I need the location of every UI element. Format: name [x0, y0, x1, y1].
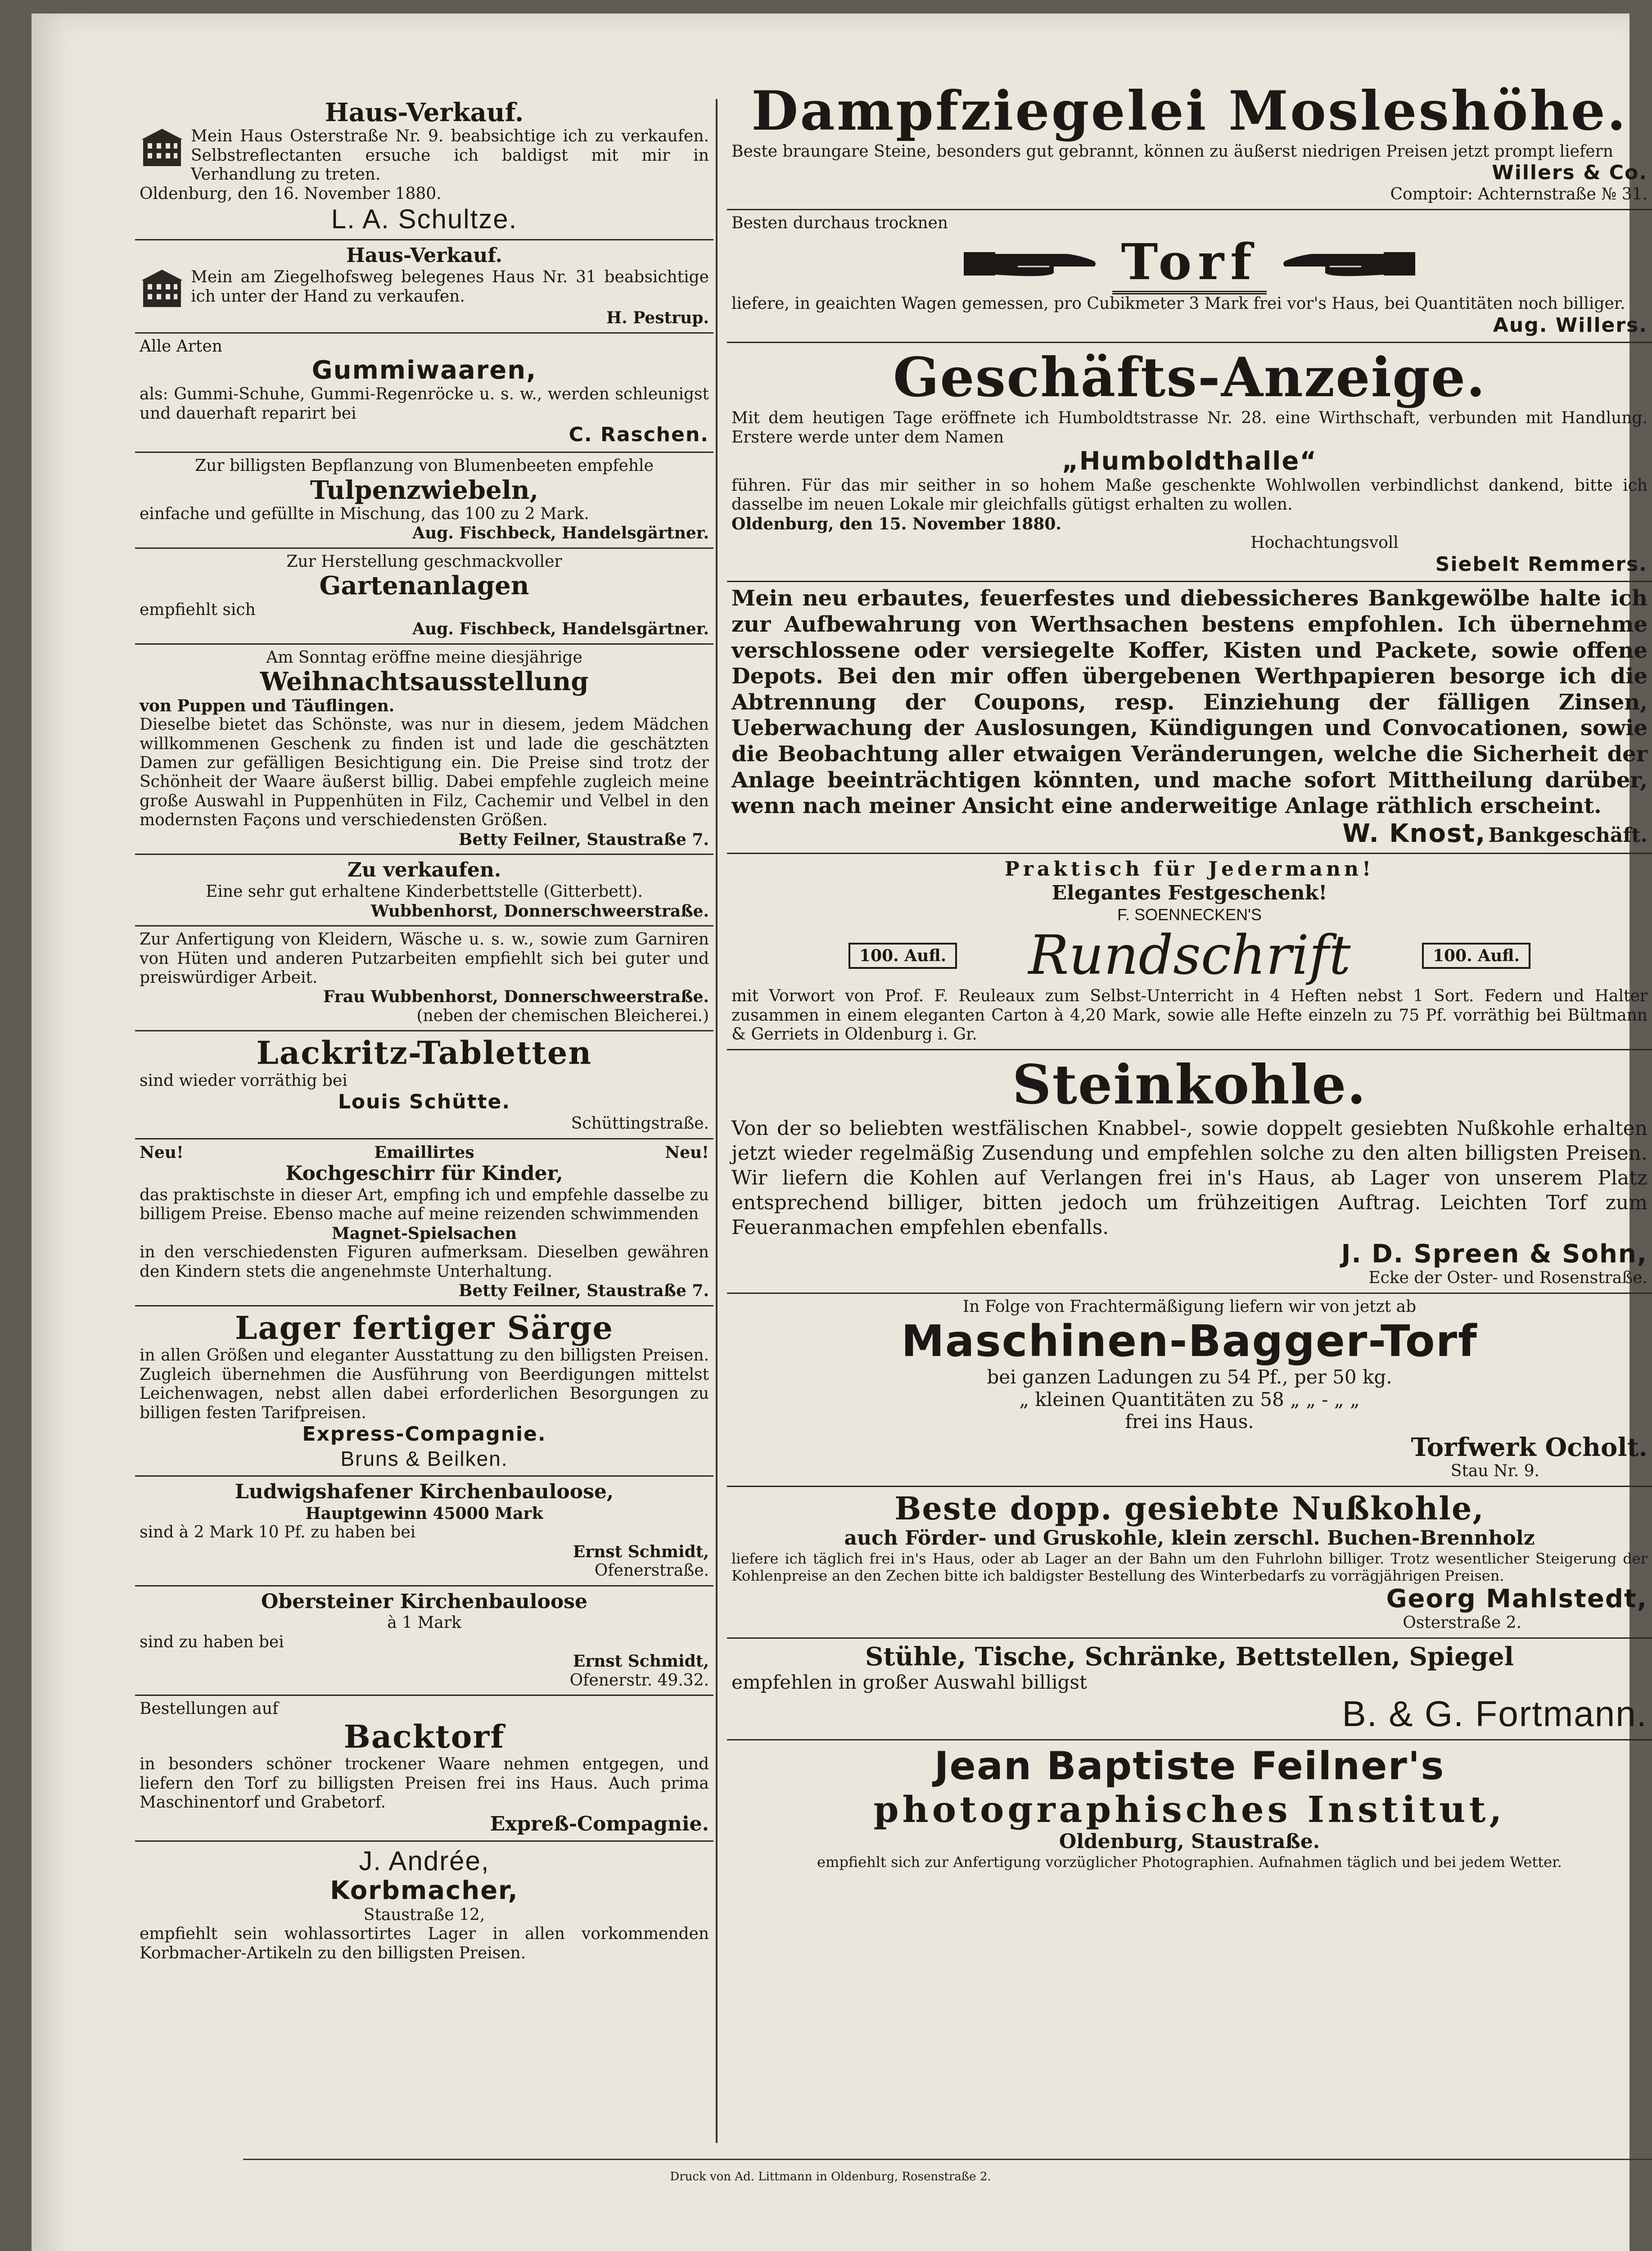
ad-place: Oldenburg, Staustraße. [1059, 1830, 1320, 1853]
ad-dampfziegelei [727, 77, 1652, 210]
ad-intro: Zur Herstellung geschmackvoller [286, 552, 562, 571]
pointing-hand-left-icon [1280, 246, 1415, 282]
ad-bankgewoelbe [727, 582, 1652, 854]
ad-backtorf [135, 1696, 713, 1842]
ad-gummiwaaren [135, 334, 713, 453]
ad-name: Aug. Fischbeck, Handelsgärtner. [412, 524, 709, 543]
ad-text: Beste braungare Steine, besonders gut gebrannt, können zu äußerst niedrigen Preisen jetzt prompt liefern [731, 142, 1613, 161]
ad-name: L. A. Schultze. [331, 204, 518, 235]
ad-line-1: Praktisch für Jedermann! [1004, 858, 1375, 881]
ad-sub: auch Förder- und Gruskohle, klein zerschl. Buchen-Brennholz [844, 1527, 1535, 1550]
ad-kleider [135, 927, 713, 1031]
ad-bagger-torf [727, 1294, 1652, 1487]
neu-label-left: Neu! [140, 1143, 184, 1162]
ad-name: Betty Feilner, Staustraße 7. [458, 830, 709, 849]
ad-greeting: Hochachtungsvoll [1250, 533, 1399, 552]
ad-title: Weihnachtsausstellung [260, 667, 589, 697]
ad-name: Louis Schütte. [338, 1090, 511, 1114]
ad-tulpenzwiebeln [135, 453, 713, 549]
ad-kochgeschirr [135, 1139, 713, 1306]
ad-text: empfiehlt sein wohlassortirtes Lager in allen vorkommenden Korbmacher-Artikeln zu den billigsten Preisen. [140, 1925, 709, 1962]
ad-text: in allen Größen und eleganter Ausstattung zu den billigsten Preisen. Zugleich übernehmen die Ausführung von Beerdigungen mittelst Leichenwagen, nebst allen dabei erforderlichen Besorgungen zu billigen festen Tarifpreisen. [140, 1346, 709, 1422]
ad-street: Ecke der Oster- und Rosenstraße. [1368, 1269, 1647, 1288]
ad-text: empfiehlt sich zur Anfertigung vorzüglicher Photographien. Aufnahmen täglich und bei jedem Wetter. [817, 1853, 1562, 1871]
edition-box-left: 100. Aufl. [849, 943, 957, 969]
ad-weihnachtsausstellung [135, 645, 713, 855]
ad-name: B. & G. Fortmann. [1342, 1694, 1647, 1734]
ad-street: Ofenerstr. 49.32. [569, 1671, 709, 1690]
ad-name: J. D. Spreen & Sohn, [1341, 1239, 1647, 1269]
ad-text: Zur Anfertigung von Kleidern, Wäsche u. s. w., sowie zum Garniren von Hüten und anderen Putzarbeiten empfiehlt sich bei guter und preiswürdiger Arbeit. [140, 930, 709, 987]
ad-zu-verkaufen [135, 855, 713, 927]
ad-title: Zu verkaufen. [347, 859, 501, 882]
ad-note: (neben der chemischen Bleicherei.) [416, 1006, 709, 1025]
ad-title: Geschäfts-Anzeige. [893, 346, 1486, 410]
pointing-hand-right-icon [964, 246, 1099, 282]
ad-title: Steinkohle. [1012, 1053, 1367, 1116]
ad-title: Obersteiner Kirchenbauloose [261, 1590, 587, 1613]
ad-name: Express-Compagnie. [302, 1423, 546, 1446]
ad-text-2: führen. Für das mir seither in so hohem Maße geschenkte Wohlwollen verbindlichst dankend, bitte ich dasselbe im neuen Lokale mir gleichfalls gütigst erhalten zu wollen. [731, 476, 1647, 514]
ad-hall-name: „Humboldthalle“ [1061, 447, 1318, 476]
ad-name: Ernst Schmidt, [573, 1542, 709, 1561]
ad-name-2: Bruns & Beilken. [340, 1446, 508, 1470]
column-divider [716, 99, 718, 2143]
ad-gartenanlagen [135, 549, 713, 645]
ad-street: Stau Nr. 9. [1450, 1462, 1539, 1481]
ad-text-2: in den verschiedensten Figuren aufmerksam. Dieselben gewähren den Kindern stets die angenehmste Unterhaltung. [140, 1243, 709, 1281]
ad-name: Willers & Co. [1492, 161, 1647, 185]
ad-sub: Hauptgewinn 45000 Mark [305, 1504, 543, 1523]
ad-street: Staustraße 12, [363, 1905, 485, 1924]
ad-name: W. Knost, [1342, 818, 1486, 848]
ad-line-1: bei ganzen Ladungen zu 54 Pf., per 50 kg. [987, 1366, 1392, 1388]
ad-text: empfehlen in großer Auswahl billigst [731, 1671, 1087, 1693]
ad-text: liefere, in geaichten Wagen gemessen, pro Cubikmeter 3 Mark frei vor's Haus, bei Quantitäten noch billiger. [731, 294, 1625, 313]
emaill-label: Emaillirtes [374, 1143, 474, 1162]
ad-line-2: Elegantes Festgeschenk! [1052, 881, 1327, 904]
ad-intro: Am Sonntag eröffne meine diesjährige [266, 648, 582, 667]
ad-name: Jean Baptiste Feilner's [934, 1744, 1445, 1789]
ad-title: Backtorf [343, 1718, 505, 1755]
ad-intro: In Folge von Frachtermäßigung liefern wir von jetzt ab [962, 1297, 1417, 1316]
ad-text: sind à 2 Mark 10 Pf. zu haben bei [140, 1523, 416, 1542]
ad-title: Haus-Verkauf. [346, 244, 502, 267]
ad-name: Aug. Willers. [1493, 313, 1647, 337]
ad-title: Torf [1112, 233, 1267, 294]
ad-photographie [727, 1740, 1652, 1875]
ad-title: Korbmacher, [330, 1876, 519, 1906]
ad-name: C. Raschen. [569, 423, 709, 447]
ad-title: Gartenanlagen [319, 571, 529, 601]
ad-street: Osterstraße 2. [1403, 1614, 1521, 1632]
ad-subtitle: von Puppen und Täuflingen. [140, 696, 395, 715]
printer-imprint: Druck von Ad. Littmann in Oldenburg, Rosenstraße 2. [670, 2170, 991, 2183]
ad-text: Mein am Ziegelhofsweg belegenes Haus Nr. 31 beabsichtige ich unter der Hand zu verkaufen. [191, 268, 709, 306]
ad-title: Dampfziegelei Mosleshöhe. [751, 79, 1628, 143]
ad-text: liefere ich täglich frei in's Haus, oder ab Lager an der Bahn um den Fuhrlohn billiger. Trotz wesentlicher Steigerung der Kohlenpreise an den Zechen bitte ich baldigster Bestellung des Winterbedarfs zu vorrägjährigen Preisen. [731, 1550, 1647, 1584]
ad-text: sind wieder vorräthig bei [140, 1071, 348, 1090]
ad-title: Lackritz-Tabletten [256, 1034, 592, 1072]
ad-text: in besonders schöner trockener Waare nehmen entgegen, und liefern den Torf zu billigsten Preisen frei ins Haus. Auch prima Maschinentorf und Grabetorf. [140, 1755, 709, 1812]
ad-haus-verkauf-2 [135, 240, 713, 333]
ad-title: Lager fertiger Särge [235, 1309, 614, 1347]
ad-line-3: frei ins Haus. [1125, 1410, 1254, 1433]
ad-title: Ludwigshafener Kirchenbauloose, [235, 1480, 614, 1503]
ad-name: Ernst Schmidt, [573, 1652, 709, 1671]
ad-torf [727, 210, 1652, 344]
ad-intro: Bestellungen auf [140, 1700, 279, 1718]
house-icon [140, 268, 185, 308]
ad-geschaefts-anzeige [727, 343, 1652, 582]
ad-title: Kochgeschirr für Kinder, [285, 1162, 563, 1185]
ad-text: mit Vorwort von Prof. F. Reuleaux zum Selbst-Unterricht in 4 Heften nebst 1 Sort. Federn und Halter zusammen in einem eleganten Carton à 4,20 Mark, sowie alle Hefte einzeln zu 75 Pf. vorräthig bei Bültmann & Gerriets in Oldenburg i. Gr. [731, 987, 1647, 1044]
ad-street: Schüttingstraße. [571, 1114, 709, 1133]
ad-text: als: Gummi-Schuhe, Gummi-Regenröcke u. s. w., werden schleunigst und dauerhaft reparirt bei [140, 385, 709, 423]
ad-saerge [135, 1306, 713, 1477]
ad-text: sind zu haben bei [140, 1632, 284, 1651]
neu-label-right: Neu! [665, 1143, 709, 1162]
ad-moebel [727, 1639, 1652, 1741]
ad-intro: Besten durchaus trocknen [731, 213, 948, 232]
ad-date: Oldenburg, den 16. November 1880. [140, 184, 442, 203]
ad-haus-verkauf-1 [135, 95, 713, 240]
ad-text: Eine sehr gut erhaltene Kinderbettstelle (Gitterbett). [206, 882, 643, 901]
ad-intro: Alle Arten [140, 337, 222, 356]
ad-name: H. Pestrup. [606, 308, 709, 328]
ad-name: Aug. Fischbeck, Handelsgärtner. [412, 619, 709, 639]
ad-line-3: F. SOENNECKEN'S [1117, 905, 1262, 924]
ad-role: Bankgeschäft. [1488, 823, 1647, 847]
ad-title: Beste dopp. gesiebte Nußkohle, [894, 1489, 1485, 1527]
right-column [727, 77, 1652, 1876]
newspaper-page [32, 14, 1647, 2251]
ad-text: Dieselbe bietet das Schönste, was nur in diesem, jedem Mädchen willkommenen Geschenk zu finden ist und lade die geschätzten Damen zur gefälligen Besichtigung ein. Die Preise sind trotz der Schönheit der Waare äußerst billig. Dabei empfehle zugleich meine große Auswahl in Puppenhüten in Filz, Cachemir und Velbel in den modernsten Façons und verschiedensten Größen. [140, 715, 709, 830]
ad-name: Expreß-Compagnie. [490, 1812, 709, 1835]
ad-name: Frau Wubbenhorst, Donnerschweerstraße. [323, 987, 709, 1007]
ad-steinkohle [727, 1050, 1652, 1294]
ad-text: das praktischste in dieser Art, empfing ich und empfehle dasselbe zu billigem Preise. Ebenso mache auf meine reizenden schwimmenden [140, 1185, 709, 1224]
ad-magnet: Magnet-Spielsachen [331, 1224, 517, 1243]
ad-obersteiner [135, 1587, 713, 1696]
ad-lackritz [135, 1031, 713, 1139]
ad-name: Wubbenhorst, Donnerschweerstraße. [370, 901, 709, 921]
ad-ludwigshafener [135, 1477, 713, 1587]
ad-andree [135, 1842, 713, 1967]
ad-intro: Zur billigsten Bepflanzung von Blumenbeeten empfehle [195, 457, 654, 475]
edition-box-right: 100. Aufl. [1422, 943, 1530, 969]
ad-name: Siebelt Remmers. [1435, 552, 1647, 576]
house-icon [140, 127, 185, 167]
ad-title: Tulpenzwiebeln, [310, 475, 539, 505]
left-column [135, 95, 713, 1967]
ad-text: Mit dem heutigen Tage eröffnete ich Humboldtstrasse Nr. 28. eine Wirthschaft, verbunden mit Handlung. Erstere werde unter dem Namen [731, 409, 1647, 447]
ad-date: Oldenburg, den 15. November 1880. [731, 514, 1061, 533]
ad-comptoir: Comptoir: Achternstraße № 31. [1390, 185, 1647, 204]
ad-street: Ofenerstraße. [594, 1561, 709, 1580]
ad-title: Haus-Verkauf. [325, 98, 524, 127]
ad-sub: à 1 Mark [387, 1614, 461, 1632]
ad-line-2: „ kleinen Quantitäten zu 58 „ „ - „ „ [1019, 1388, 1360, 1410]
ad-title: Rundschrift [1028, 924, 1351, 987]
ad-name: Torfwerk Ocholt. [1411, 1433, 1647, 1463]
ad-name: Georg Mahlstedt, [1386, 1584, 1647, 1614]
ad-text: einfache und gefüllte in Mischung, das 100 zu 2 Mark. [140, 504, 589, 523]
ad-title: Stühle, Tische, Schränke, Bettstellen, Spiegel [865, 1641, 1514, 1672]
ad-text: Mein neu erbautes, feuerfestes und diebessicheres Bankgewölbe halte ich zur Aufbewahrung von Werthsachen bestens empfohlen. Ich übernehme verschlossene oder versiegelte Koffer, Kisten und Packete, sowie offene Depots. Bei den mir offen übergebenen Werthpapieren besorge ich die Abtrennung der Coupons, resp. Einziehung der fälligen Zinsen, Ueberwachung der Auslosungen, Kündigungen und Convocationen, sowie die Beobachtung aller etwaigen Veränderungen, welche die Sicherheit der Anlage beeinträchtigen könnten, und mache sofort Mittheilung darüber, wenn nach meiner Ansicht eine anderweitige Anlage räthlich erscheint. [731, 586, 1647, 819]
ad-nusskohle [727, 1487, 1652, 1639]
ad-rundschrift [727, 854, 1652, 1050]
ad-title: Maschinen-Bagger-Torf [901, 1316, 1478, 1366]
ad-name: J. Andrée, [359, 1846, 490, 1876]
ad-text: Mein Haus Osterstraße Nr. 9. beabsichtige ich zu verkaufen. Selbstreflectanten ersuche ich baldigst mit mir in Verhandlung zu treten. [191, 127, 709, 184]
ad-text: empfiehlt sich [140, 600, 256, 619]
ad-title: photographisches Institut, [873, 1788, 1506, 1831]
ad-name: Betty Feilner, Staustraße 7. [458, 1281, 709, 1301]
ad-text: Von der so beliebten westfälischen Knabbel-, sowie doppelt gesiebten Nußkohle erhalten jetzt wieder regelmäßig Zusendung und empfehlen solche zu den alten billigsten Preisen. Wir liefern die Kohlen auf Verlangen frei in's Haus, ab Lager von unserem Platz entsprechend billiger, bitten jedoch um frühzeitigen Auftrag. Leichten Torf zum Feueranmachen empfehlen ebenfalls. [731, 1116, 1647, 1239]
bottom-rule [243, 2159, 1652, 2160]
ad-title: Gummiwaaren, [311, 356, 537, 385]
